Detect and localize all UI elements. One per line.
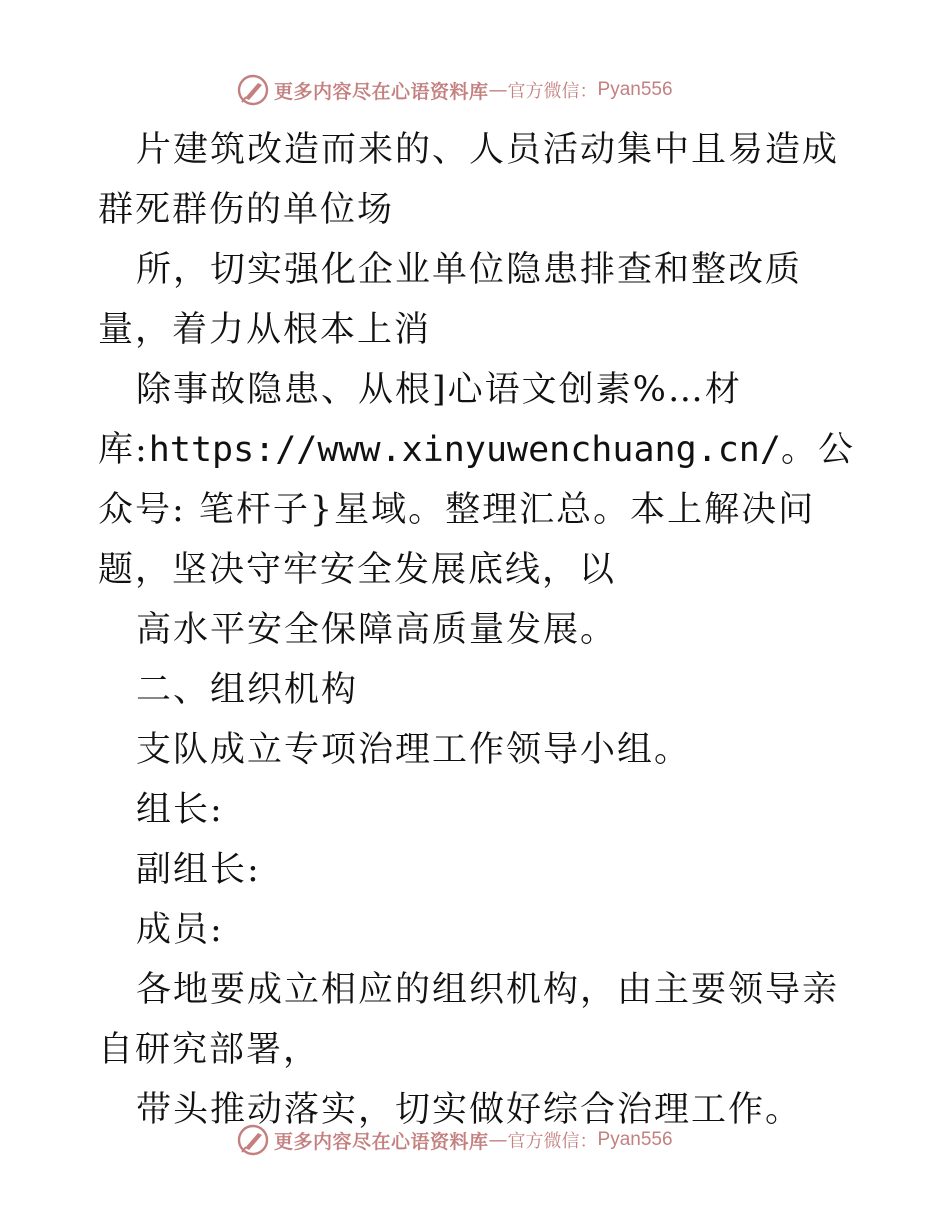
paragraph: 高水平安全保障高质量发展。 (136, 610, 618, 650)
role-label-members: 成员: (136, 910, 224, 950)
watermark-separator: — (488, 1129, 508, 1151)
header-watermark (236, 72, 716, 108)
watermark-wechat-id: Pyan556 (597, 79, 673, 100)
document-body (98, 120, 858, 1140)
role-label-deputy-leader: 副组长: (136, 850, 261, 890)
quill-pen-logo-icon (236, 73, 270, 107)
quill-pen-logo-icon (236, 1123, 270, 1157)
paragraph: 带头推动落实，切实做好综合治理工作。 (136, 1090, 803, 1130)
paragraph-with-url (98, 360, 858, 600)
paragraph: 所，切实强化企业单位隐患排查和整改质量，着力从根本上消 (98, 250, 803, 350)
paragraph: 片建筑改造而来的、人员活动集中且易造成群死群伤的单位场 (98, 130, 840, 230)
watermark-wechat-label: 官方微信： (507, 81, 598, 102)
watermark-separator: — (488, 79, 508, 101)
website-url: https://www.xinyuwenchuang.cn/ (148, 430, 781, 470)
paragraph: 支队成立专项治理工作领导小组。 (136, 730, 692, 770)
role-label-leader: 组长: (136, 790, 224, 830)
paragraph: 各地要成立相应的组织机构，由主要领导亲自研究部署， (98, 970, 840, 1070)
paragraph-text: 。公众号: 笔杆子}星域。整理汇总。本上解决问题，坚决守牢安全发展底线，以 (98, 430, 855, 590)
section-heading: 二、组织机构 (136, 670, 359, 710)
footer-watermark (236, 1122, 716, 1158)
paragraph-text: 除事故隐患、从根]心语文创素%…材库: (98, 370, 742, 470)
watermark-brand-text: 更多内容尽在心语资料库 (274, 80, 489, 103)
watermark-wechat-id: Pyan556 (597, 1129, 673, 1150)
watermark-brand-text: 更多内容尽在心语资料库 (274, 1130, 489, 1153)
watermark-wechat-label: 官方微信： (507, 1131, 598, 1152)
